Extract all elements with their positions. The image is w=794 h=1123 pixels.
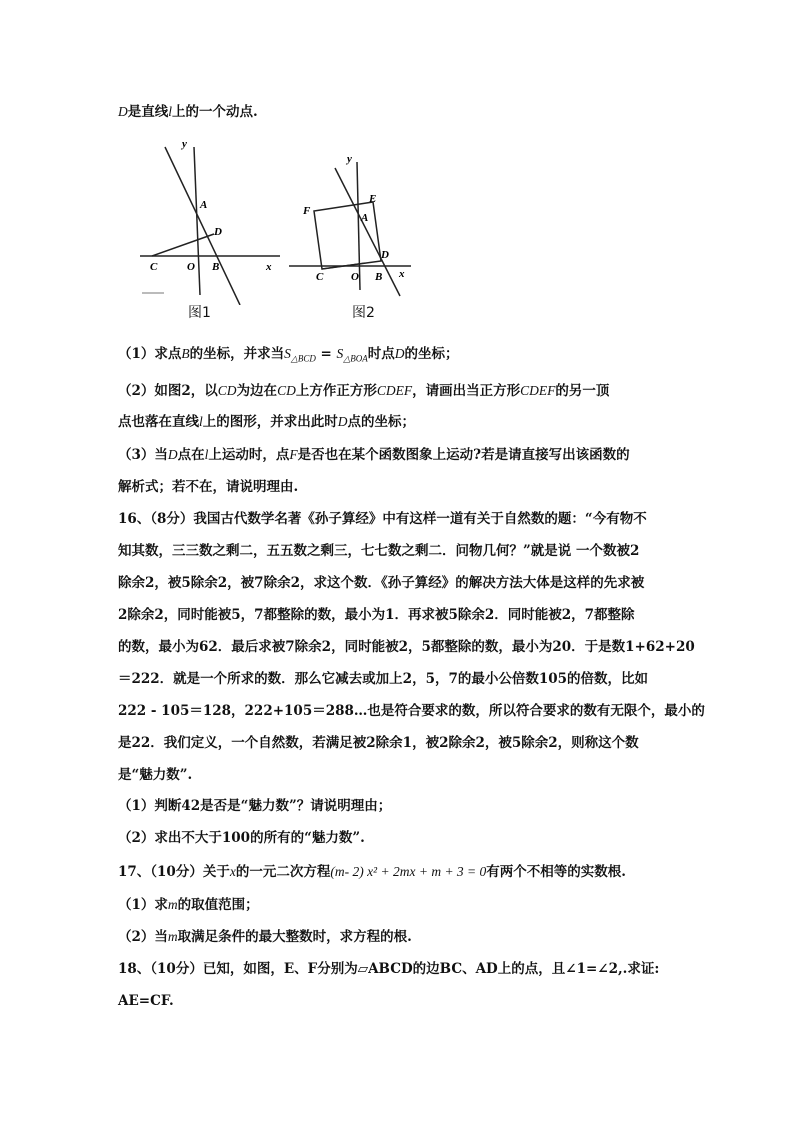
q15-p3-b: D [167, 447, 178, 462]
q15-part-3-line-1 [118, 446, 630, 464]
q15-p3-a: （3）当 [118, 447, 168, 463]
intro-text-2: 上的一个动点. [172, 104, 258, 120]
q17-b: 的一元二次方程 [235, 864, 331, 880]
fig1-label-a: A [200, 199, 208, 211]
q15-p1-eq: = [315, 346, 337, 362]
q15-p2-a: （2）如图2，以 [118, 383, 218, 399]
q15-p3-f: F [289, 447, 298, 462]
fig1-label-x: x [266, 261, 272, 273]
q15-p2-g: ，请画出当正方形 [412, 383, 521, 399]
q15-p2-l2-b: l [199, 414, 203, 429]
fig2-label-o: O [351, 271, 359, 283]
q17-equation: (m- 2) x² + 2mx + m + 3 = 0 [330, 864, 487, 879]
fig1-label-o: O [187, 261, 195, 273]
q15-part-1 [118, 345, 458, 368]
q15-p1-f: 的坐标； [404, 346, 459, 362]
figure-2 [285, 150, 420, 300]
q15-p2-i: 的另一顶 [555, 383, 610, 399]
figure-1-diagram [130, 135, 290, 305]
q17-sub1-m: m [167, 897, 178, 912]
fig2-label-b: B [375, 271, 383, 283]
q15-p2-l2-d: D [337, 414, 348, 429]
q15-p2-b: CD [217, 383, 237, 398]
figure-1-caption: 图1 [188, 305, 211, 321]
q16-line-7: 222 - 105＝128，222+105＝288…也是符合要求的数，所以符合要求的数有无限个，最小的 [118, 703, 705, 719]
q15-p1-s2: S [336, 346, 344, 361]
q15-p3-d: l [204, 447, 209, 462]
q16-line-5: 的数，最小为62．最后求被7除余2，同时能被2，5都整除的数，最小为20．于是数1+62+20 [118, 639, 695, 655]
fig2-label-x: x [399, 268, 405, 280]
fig2-line-l [335, 168, 400, 296]
q17-a: 17、（10分）关于 [118, 864, 230, 880]
figure-2-caption: 图2 [352, 305, 375, 321]
q15-p3-c: 点在 [177, 447, 205, 463]
q15-p1-e: D [394, 346, 405, 361]
fig2-label-c: C [316, 271, 324, 283]
q15-p1-sub1: △BCD [290, 353, 316, 364]
q15-p2-h: CDEF [520, 383, 556, 398]
q16-line-3: 除余2，被5除余2，被7除余2，求这个数．《孙子算经》的解决方法大体是这样的先求被 [118, 575, 645, 591]
fig1-segment-cd [152, 234, 214, 256]
q15-p2-e: 上方作正方形 [295, 383, 377, 399]
q17-sub2-m: m [167, 929, 178, 944]
q17-sub1-b: 的取值范围； [177, 897, 259, 913]
q15-p1-c: 的坐标，并求当 [189, 346, 285, 362]
q15-p1-sub2: △BOA [343, 353, 368, 364]
fig2-label-f: F [303, 205, 311, 217]
q15-p2-f: CDEF [376, 383, 413, 398]
q17-c: 有两个不相等的实数根. [486, 864, 626, 880]
q16-line-2: 知其数，三三数之剩二，五五数之剩三，七七数之剩二．问物几何？”就是说 一个数被2 [118, 543, 640, 559]
q16-line-4: 2除余2，同时能被5，7都整除的数，最小为1．再求被5除余2．同时能被2，7都整除 [118, 607, 635, 623]
q15-p2-l2-a: 点也落在直线 [118, 414, 199, 430]
q18-line-1: 18、（10分）已知，如图，E、F分别为▱ABCD的边BC、AD上的点，且∠1=∠2,.求证: [118, 961, 660, 977]
q17-x: x [229, 864, 236, 879]
q15-p2-c: 为边在 [236, 383, 278, 399]
q17-sub2-a: （2）当 [118, 929, 168, 945]
q17-sub-1 [118, 896, 259, 914]
q15-p2-l2-c: 上的图形，并求出此时 [202, 414, 338, 430]
fig1-label-b: B [212, 261, 220, 273]
q15-p1-d: 时点 [367, 346, 395, 362]
fig1-label-d: D [214, 226, 222, 238]
intro-text-1: 是直线 [127, 104, 169, 120]
fig2-square-cdef [314, 202, 381, 269]
q15-p3-g: 是否也在某个函数图象上运动?若是请直接写出该函数的 [297, 447, 630, 463]
q18-line-2: AE=CF. [118, 993, 174, 1009]
q15-p2-l2-e: 点的坐标； [347, 414, 416, 430]
q15-p1-b: B [181, 346, 190, 361]
q15-part-3-line-2: 解析式；若不在，请说明理由. [118, 479, 299, 495]
var-l: l [168, 104, 173, 119]
q17-line [118, 863, 626, 881]
q16-sub-2: （2）求出不大于100的所有的“魅力数”. [118, 830, 365, 846]
q15-p3-e: 上运动时，点 [208, 447, 290, 463]
q16-sub-1: （1）判断42是否是“魅力数”？请说明理由； [118, 798, 392, 814]
fig2-label-y: y [347, 153, 352, 165]
fig1-label-y: y [182, 138, 187, 150]
figure-2-diagram [285, 150, 420, 300]
q16-line-1: 16、（8分）我国古代数学名著《孙子算经》中有这样一道有关于自然数的题：“今有物不 [118, 511, 647, 527]
fig2-label-e: E [369, 193, 377, 205]
q17-sub-2 [118, 928, 412, 946]
fig1-line-l [165, 147, 240, 305]
q16-line-9: 是“魅力数”. [118, 767, 193, 783]
q15-p1-s1: S [284, 346, 291, 361]
intro-line [118, 103, 258, 121]
fig2-label-a: A [361, 212, 369, 224]
q15-part-2-line-1 [118, 382, 609, 400]
q15-p2-d: CD [277, 383, 296, 398]
q17-sub1-a: （1）求 [118, 897, 168, 913]
q16-line-6: ＝222．就是一个所求的数．那么它减去或加上2，5，7的最小公倍数105的倍数，比如 [118, 671, 649, 687]
var-d: D [118, 104, 128, 119]
figure-1 [130, 135, 290, 305]
fig1-label-c: C [150, 261, 158, 273]
q15-part-2-line-2 [118, 413, 415, 431]
q16-line-8: 是22．我们定义，一个自然数，若满足被2除余1，被2除余2，被5除余2，则称这个数 [118, 735, 639, 751]
q17-sub2-b: 取满足条件的最大整数时，求方程的根. [177, 929, 412, 945]
fig2-label-d: D [381, 249, 389, 261]
q15-p1-a: （1）求点 [118, 346, 182, 362]
